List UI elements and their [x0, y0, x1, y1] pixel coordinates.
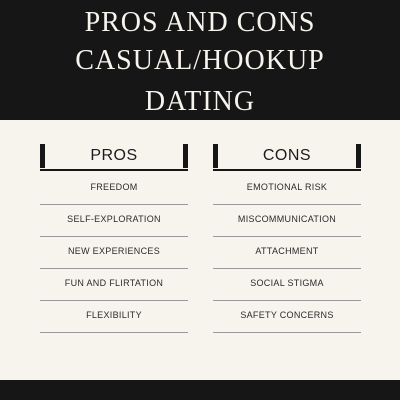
pros-item-label: FUN AND FLIRTATION: [64, 278, 164, 288]
pros-list-item: [40, 173, 188, 205]
pros-list-item: [40, 269, 188, 301]
cons-item-label: EMOTIONAL RISK: [246, 182, 328, 192]
cons-item-label: SAFETY CONCERNS: [240, 310, 334, 320]
title-line-3: DATING: [144, 86, 256, 117]
title-line-1: PROS AND CONS: [84, 7, 316, 38]
title-banner: [0, 0, 400, 120]
pros-item-label: FREEDOM: [90, 182, 138, 192]
cons-list-item: [213, 269, 361, 301]
cons-header: [213, 144, 361, 173]
cons-list-item: [213, 301, 361, 333]
cons-item-label: ATTACHMENT: [255, 246, 319, 256]
cons-item-label: MISCOMMUNICATION: [237, 214, 337, 224]
cons-column: [213, 144, 361, 333]
pros-item-label: FLEXIBILITY: [86, 310, 142, 320]
bracket-underline: [213, 169, 361, 171]
cons-item-label: SOCIAL STIGMA: [250, 278, 324, 288]
pros-list-item: [40, 237, 188, 269]
pros-header: [40, 144, 188, 173]
pros-list-item: [40, 301, 188, 333]
footer-bar: [0, 380, 400, 400]
pros-list-item: [40, 205, 188, 237]
title-line-2: CASUAL/HOOKUP: [75, 45, 325, 76]
pros-heading: PROS: [90, 147, 138, 164]
pros-item-label: NEW EXPERIENCES: [67, 246, 161, 256]
cons-list-item: [213, 173, 361, 205]
cons-list-item: [213, 205, 361, 237]
pros-item-label: SELF-EXPLORATION: [67, 214, 161, 224]
bracket-underline: [40, 169, 188, 171]
pros-column: [40, 144, 188, 333]
cons-list-item: [213, 237, 361, 269]
cons-heading: CONS: [262, 147, 312, 164]
